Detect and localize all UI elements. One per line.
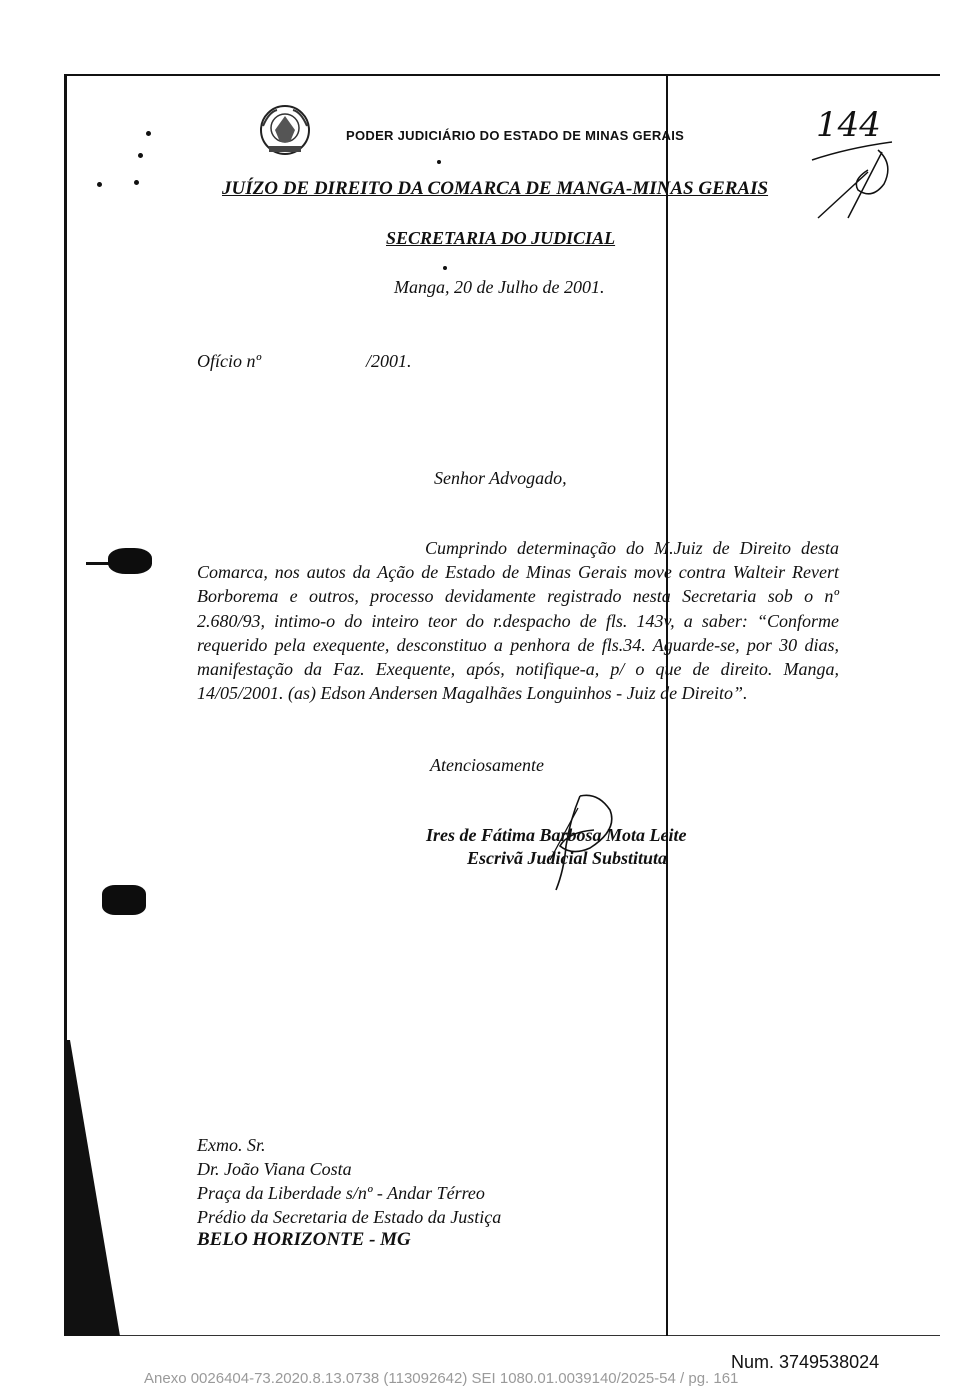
scan-shadow-wedge bbox=[64, 1040, 124, 1336]
letter-body bbox=[197, 536, 839, 705]
recipient-building: Prédio da Secretaria de Estado da Justiça bbox=[197, 1207, 502, 1227]
handwritten-page-number bbox=[808, 100, 898, 220]
oficio-number-label: Ofício nº bbox=[197, 351, 262, 371]
department-heading: SECRETARIA DO JUDICIAL bbox=[386, 228, 616, 248]
recipient-salutation: Exmo. Sr. bbox=[197, 1135, 266, 1155]
signer-title: Escrivã Judicial Substituta bbox=[467, 848, 668, 868]
scan-border-bottom bbox=[64, 1335, 940, 1336]
ink-blot bbox=[102, 885, 146, 915]
speck bbox=[437, 160, 441, 164]
speck bbox=[443, 266, 447, 270]
scan-border-top bbox=[64, 74, 940, 76]
annex-reference: Anexo 0026404-73.2020.8.13.0738 (113092642) SEI 1080.01.0039140/2025-54 / pg. 161 bbox=[144, 1370, 739, 1387]
svg-text:144: 144 bbox=[816, 105, 881, 145]
recipient-city: BELO HORIZONTE - MG bbox=[197, 1229, 411, 1250]
speck bbox=[97, 182, 102, 187]
recipient-name: Dr. João Viana Costa bbox=[197, 1159, 352, 1179]
document-number: Num. 3749538024 bbox=[731, 1352, 880, 1372]
closing: Atenciosamente bbox=[430, 755, 544, 775]
oficio-year: /2001. bbox=[366, 351, 412, 371]
ink-blot bbox=[108, 548, 152, 574]
salutation: Senhor Advogado, bbox=[434, 468, 567, 488]
signer-name: Ires de Fátima Barbosa Mota Leite bbox=[426, 825, 687, 845]
document-date: Manga, 20 de Julho de 2001. bbox=[394, 277, 605, 297]
speck bbox=[146, 131, 151, 136]
state-coat-of-arms-icon bbox=[255, 100, 315, 160]
recipient-street: Praça da Liberdade s/nº - Andar Térreo bbox=[197, 1183, 485, 1203]
speck bbox=[138, 153, 143, 158]
letter-body-text: Cumprindo determinação do M.Juiz de Direito desta Comarca, nos autos da Ação de Estado de Minas Gerais move contra Walteir Revert Borborema e outros, processo devidamente registrado nesta Secretaria sob o nº 2.680/93, intimo-o do inteiro teor do r.despacho de fls. 143v, a saber: “Conforme requerido pela exequente, desconstituo a penhora de fls.34. Aguarde-se, por 30 dias, manifestação da Faz. Exequente, após, notifique-a, p/ o que de direito. Manga, 14/05/2001. (as) Edson Andersen Magalhães Longuinhos - Juiz de Direito”. bbox=[197, 538, 839, 704]
court-heading: JUÍZO DE DIREITO DA COMARCA DE MANGA-MINAS GERAIS bbox=[222, 178, 769, 199]
speck bbox=[134, 180, 139, 185]
organization-heading: PODER JUDICIÁRIO DO ESTADO DE MINAS GERAIS bbox=[346, 128, 685, 143]
